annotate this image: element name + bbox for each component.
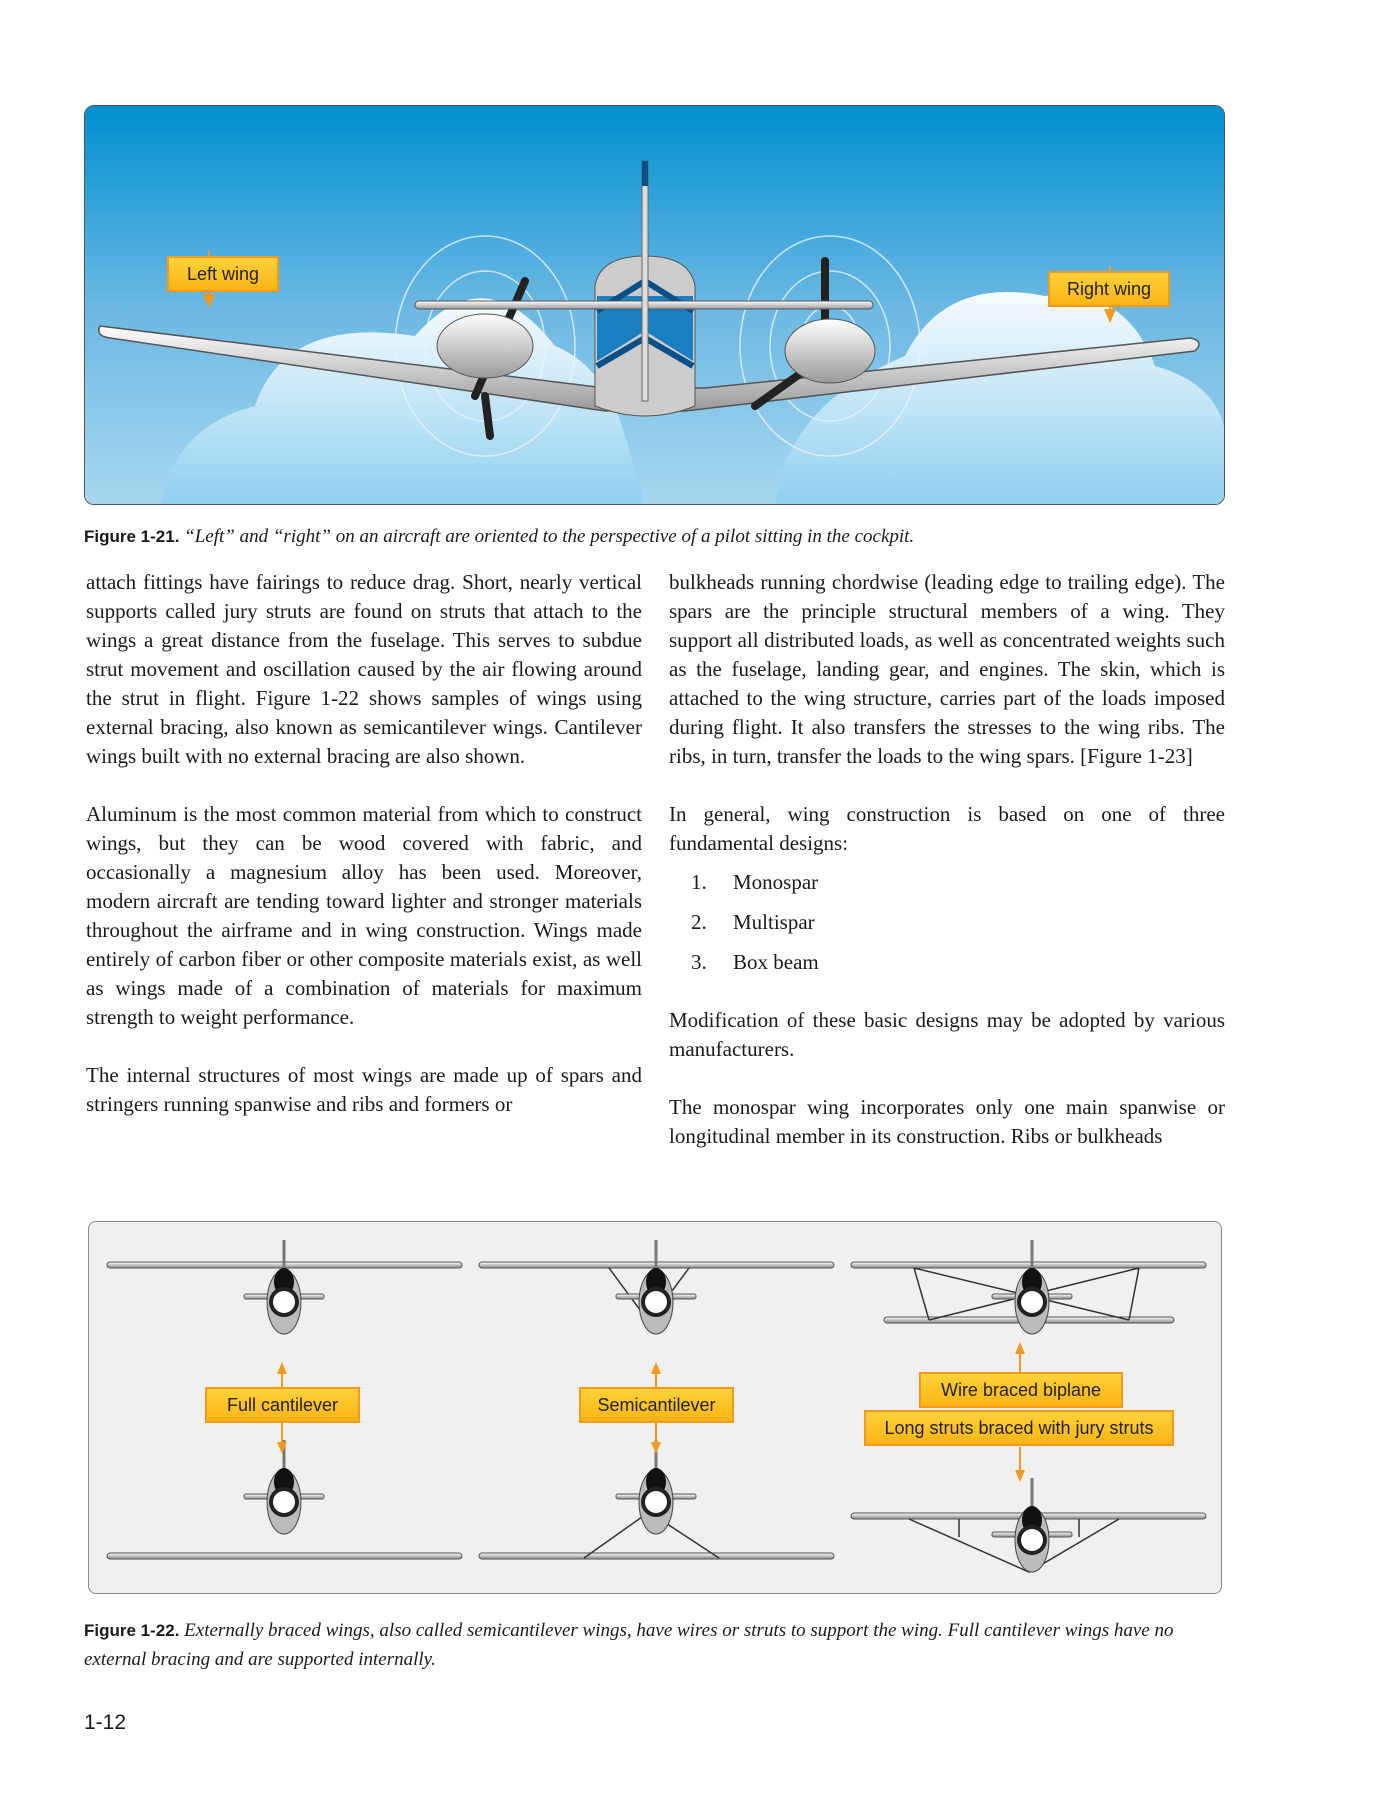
list-item: 2. Multispar <box>691 910 815 934</box>
semicantilever-callout: Semicantilever <box>579 1387 734 1423</box>
figure-1-21-caption-text: “Left” and “right” on an aircraft are oriented to the perspective of a pilot sitting in the cockpit. <box>184 526 915 547</box>
full-cantilever-callout: Full cantilever <box>205 1387 360 1423</box>
figure-1-21-caption <box>84 522 1234 551</box>
figure-1-21-label: Figure 1-21. <box>84 527 180 546</box>
list-item: 3. Box beam <box>691 950 819 974</box>
figure-1-22-caption-text: Externally braced wings, also called semicantilever wings, have wires or struts to support the wing. Full cantilever wings have no external bracing and are supported internally. <box>84 1620 1174 1670</box>
figure-1-22-caption <box>84 1616 1234 1674</box>
page-number: 1-12 <box>84 1711 127 1734</box>
body-paragraph: attach fittings have fairings to reduce drag. Short, nearly vertical supports called jury struts are found on struts that attach to the wings a great distance from the fuselage. This serves to subdue strut movement and oscillation caused by the air flowing around the strut in flight. Figure 1-22 shows samples of wings using external bracing, also known as semicantilever wings. Cantilever wings built with no external bracing are also shown. <box>86 570 642 768</box>
figure-1-22-label: Figure 1-22. <box>84 1621 180 1640</box>
left-column <box>86 568 642 1148</box>
wing-designs-list <box>669 868 1225 988</box>
body-paragraph: Modification of these basic designs may be adopted by various manufacturers. <box>669 1008 1225 1061</box>
wire-braced-biplane-callout: Wire braced biplane <box>919 1372 1123 1408</box>
body-paragraph: Aluminum is the most common material from which to construct wings, but they can be wood covered with fabric, and occasionally a magnesium alloy has been used. Moreover, modern aircraft are tending toward lighter and stronger materials throughout the airframe and in wing construction. Wings made entirely of carbon fiber or other composite materials exist, as well as wings made of a combination of materials for maximum strength to weight performance. <box>86 802 642 1029</box>
figure-1-22-illustration <box>88 1221 1222 1594</box>
body-paragraph: In general, wing construction is based on one of three fundamental designs: <box>669 802 1225 855</box>
body-paragraph: The internal structures of most wings are made up of spars and stringers running spanwise and ribs and formers or <box>86 1063 642 1116</box>
figure-1-21-illustration <box>84 105 1225 505</box>
body-paragraph: The monospar wing incorporates only one main spanwise or longitudinal member in its construction. Ribs or bulkheads <box>669 1095 1225 1148</box>
right-wing-callout: Right wing <box>1048 271 1170 307</box>
right-column <box>669 568 1225 1180</box>
left-wing-callout: Left wing <box>167 256 279 292</box>
long-struts-callout: Long struts braced with jury struts <box>864 1410 1174 1446</box>
list-item: 1. Monospar <box>691 870 819 894</box>
body-paragraph: bulkheads running chordwise (leading edge to trailing edge). The spars are the principle structural members of a wing. They support all distributed loads, as well as concentrated weights such as the fuselage, landing gear, and engines. The skin, which is attached to the wing structure, carries part of the loads imposed during flight. It also transfers the stresses to the wing ribs. The ribs, in turn, transfer the loads to the wing spars. [Figure 1-23] <box>669 570 1225 768</box>
